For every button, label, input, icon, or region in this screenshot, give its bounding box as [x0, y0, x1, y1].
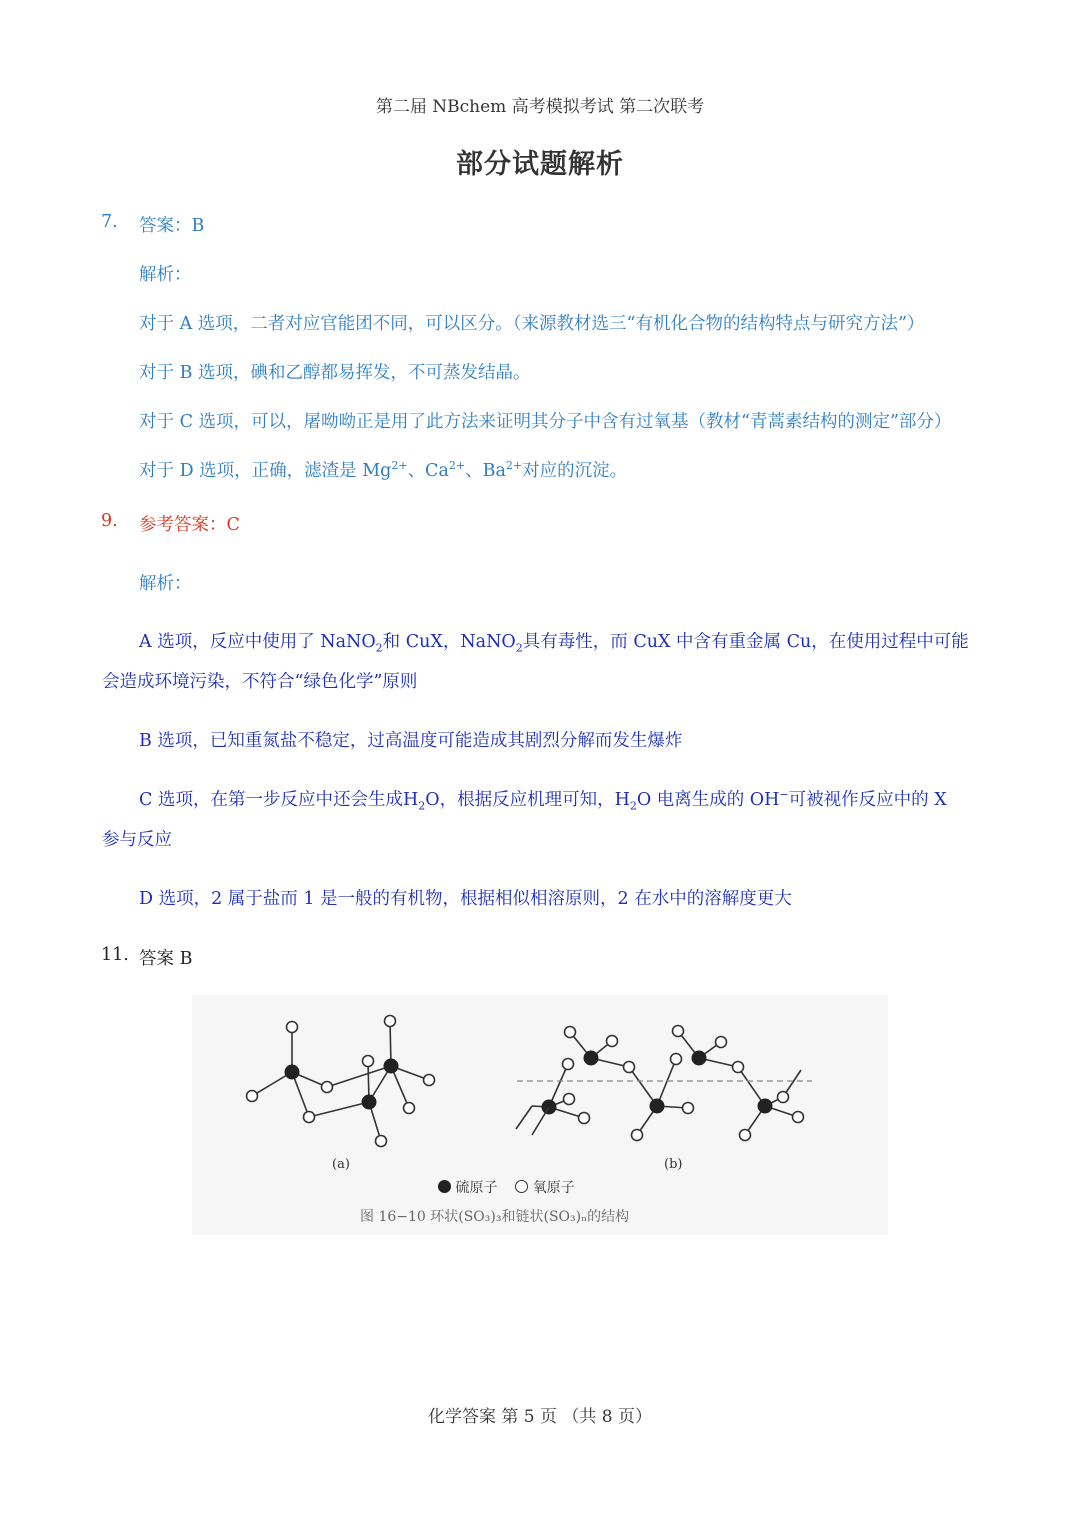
figure-label-b: (b)	[664, 1157, 683, 1172]
q9-option-d: D 选项，2 属于盐而 1 是一般的有机物，根据相似相溶原则，2 在水中的溶解度更大	[139, 889, 792, 909]
q9-option-c: C 选项，在第一步反应中还会生成$H_2O$，根据反应机理可知，$H_2O$ 电离生成的 OH−可被视作反应中的 X	[139, 788, 947, 813]
q7-option-b: 对于 B 选项，碘和乙醇都易挥发，不可蒸发结晶。	[139, 363, 531, 383]
sulfur-atom-icon	[438, 1180, 451, 1193]
q7-number: 7.	[101, 212, 118, 232]
q11-number: 11.	[101, 945, 129, 965]
q7-analysis-label: 解析：	[139, 265, 192, 285]
oxygen-atom-icon	[515, 1180, 528, 1193]
q9-analysis-label: 解析：	[139, 574, 192, 594]
so3-structure-diagram	[192, 995, 888, 1235]
page-title: 部分试题解析	[456, 149, 624, 180]
q9-option-a-cont: 会造成环境污染，不符合“绿色化学”原则	[102, 672, 418, 692]
q9-number: 9.	[101, 511, 118, 531]
q9-option-c-cont: 参与反应	[102, 830, 172, 850]
q11-answer: 答案 B	[139, 949, 193, 969]
figure-label-a: (a)	[332, 1157, 350, 1172]
page-footer: 化学答案 第 5 页 （共 8 页）	[427, 1407, 653, 1427]
q9-option-a: A 选项，反应中使用了 NaNO$_2$和 CuX，NaNO$_2$具有毒性，而 CuX 中含有重金属 Cu，在使用过程中可能	[139, 632, 969, 655]
figure-caption: 图 16−10 环状(SO₃)₃和链状(SO₃)ₙ的结构	[360, 1209, 630, 1225]
q7-option-a: 对于 A 选项，二者对应官能团不同，可以区分。（来源教材选三“有机化合物的结构特点与研究方法”）	[139, 314, 925, 334]
q7-option-c: 对于 C 选项，可以，屠呦呦正是用了此方法来证明其分子中含有过氧基（教材“青蒿素结构的测定”部分）	[139, 412, 952, 432]
so3-structure-figure	[192, 995, 888, 1235]
q7-option-d: 对于 D 选项，正确，滤渣是 $Mg^{2+}$、$Ca^{2+}$、$Ba^{2+}$对应的沉淀。	[139, 459, 628, 481]
q9-option-b: B 选项，已知重氮盐不稳定，过高温度可能造成其剧烈分解而发生爆炸	[139, 731, 683, 751]
figure-legend: 硫原子 氧原子	[438, 1177, 575, 1197]
page-header: 第二届 NBchem 高考模拟考试 第二次联考	[375, 97, 705, 117]
q7-answer: 答案：B	[139, 216, 205, 236]
q9-answer: 参考答案：C	[139, 515, 240, 535]
